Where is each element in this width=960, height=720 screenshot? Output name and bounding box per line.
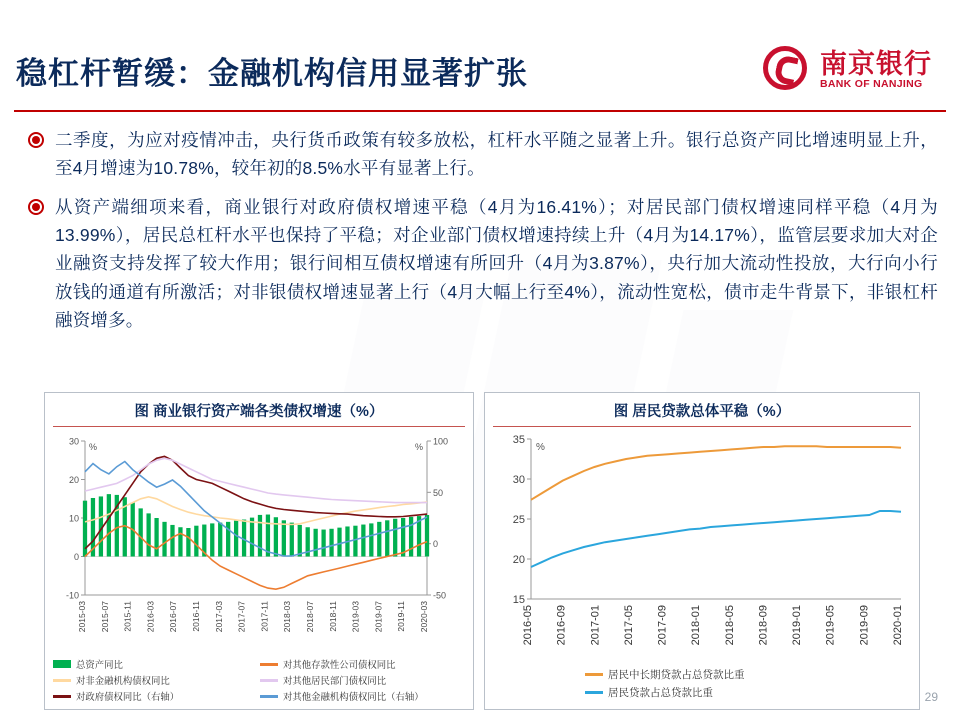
chart-panels (44, 392, 920, 710)
svg-text:2016-11: 2016-11 (191, 601, 201, 632)
bullet-text: 从资产端细项来看，商业银行对政府债权增速平稳（4月为16.41%）；对居民部门债权增速同样平稳（4月为13.99%），居民总杠杆水平也保持了平稳；对企业部门债权增速持续上升（4月为14.17%），监管层要求加大对企业融资支持发挥了较大作用；银行间相互债权增速有所回升（4月为3.87%），央行加大流动性投放，大行向小行放钱的通道有所激活；对非银债权增速显著上行（4月大幅上行至4%），流动性宽松，债市走牛背景下，非银杠杆融资增多。 (55, 196, 938, 331)
bullet-marker-icon (28, 199, 45, 216)
svg-text:2018-11: 2018-11 (327, 601, 338, 632)
svg-text:2017-05: 2017-05 (622, 605, 635, 646)
svg-text:2018-07: 2018-07 (305, 601, 315, 633)
legend-swatch-bar (53, 660, 71, 668)
bank-logo-name-en: BANK OF NANJING (820, 78, 923, 91)
legend-item (53, 657, 260, 671)
chart-legend-right (585, 667, 745, 703)
svg-text:50: 50 (433, 487, 444, 498)
svg-text:2019-03: 2019-03 (350, 601, 361, 633)
legend-swatch-line (53, 695, 71, 698)
svg-text:2016-03: 2016-03 (145, 601, 156, 633)
legend-item (260, 673, 467, 687)
svg-text:2017-07: 2017-07 (236, 601, 247, 633)
legend-label: 对其他金融机构债权同比（右轴） (283, 691, 424, 702)
chart-panel-right (484, 392, 920, 710)
svg-text:2015-07: 2015-07 (99, 601, 110, 633)
svg-text:2017-03: 2017-03 (213, 601, 224, 633)
svg-text:100: 100 (433, 436, 449, 447)
bank-asset-claims-chart (45, 427, 475, 667)
svg-text:2015-11: 2015-11 (122, 601, 133, 632)
svg-text:2017-11: 2017-11 (259, 601, 270, 632)
legend-item (260, 689, 467, 703)
page-title: 稳杠杆暂缓：金融机构信用显著扩张 (16, 56, 528, 91)
svg-text:2018-01: 2018-01 (690, 605, 703, 646)
svg-text:-10: -10 (65, 590, 79, 601)
svg-text:%: % (536, 442, 545, 453)
svg-text:2019-07: 2019-07 (373, 601, 384, 633)
svg-text:20: 20 (68, 475, 79, 485)
svg-text:2016-07: 2016-07 (168, 601, 179, 633)
svg-text:2017-09: 2017-09 (656, 605, 669, 646)
svg-text:0: 0 (433, 539, 439, 550)
chart-title-right: 图 居民贷款总体平稳（%） (613, 404, 791, 420)
legend-item (585, 685, 745, 700)
legend-label: 居民贷款占总贷款比重 (608, 687, 713, 699)
legend-item (53, 673, 260, 687)
page-number: 29 (924, 690, 938, 704)
list-item (28, 126, 938, 183)
svg-text:2017-01: 2017-01 (589, 605, 602, 646)
svg-text:%: % (414, 442, 423, 452)
svg-text:2020-03: 2020-03 (419, 601, 429, 633)
legend-item (260, 657, 467, 671)
svg-text:0: 0 (73, 552, 79, 562)
legend-label: 对非金融机构债权同比 (76, 675, 170, 686)
bank-logo-name-cn: 南京银行 (820, 48, 932, 79)
svg-text:%: % (89, 442, 98, 452)
slide-header (0, 0, 960, 110)
svg-text:2018-09: 2018-09 (757, 605, 770, 646)
legend-label: 对其他存款性公司债权同比 (283, 659, 396, 670)
chart-title-left: 图 商业银行资产端各类债权增速（%） (134, 404, 384, 420)
svg-text:-50: -50 (433, 590, 447, 601)
legend-label: 居民中长期贷款占总贷款比重 (608, 669, 745, 681)
legend-label: 对其他居民部门债权同比 (283, 675, 387, 686)
svg-text:2019-11: 2019-11 (396, 601, 407, 632)
bullet-text: 二季度，为应对疫情冲击，央行货币政策有较多放松，杠杆水平随之显著上升。银行总资产同比增速明显上升，至4月增速为10.78%，较年初的8.5%水平有显著上行。 (55, 130, 938, 179)
chart-legend-left (53, 657, 467, 705)
list-item (28, 193, 938, 335)
svg-text:2019-09: 2019-09 (858, 605, 871, 646)
chart-area-left (45, 427, 473, 667)
svg-text:10: 10 (68, 513, 79, 524)
bank-logo (760, 40, 950, 100)
svg-text:2016-09: 2016-09 (555, 605, 568, 646)
legend-swatch-line (53, 679, 71, 682)
chart-area-right (485, 427, 919, 667)
legend-label: 对政府债权同比（右轴） (76, 691, 180, 702)
svg-text:2020-01: 2020-01 (892, 605, 904, 646)
legend-swatch-line (260, 663, 278, 666)
bullet-list (28, 126, 938, 344)
svg-text:2019-01: 2019-01 (791, 605, 804, 646)
title-divider (14, 110, 946, 112)
svg-text:30: 30 (68, 436, 79, 447)
chart-panel-left (44, 392, 474, 710)
legend-label: 总资产同比 (76, 659, 123, 670)
svg-text:2015-03: 2015-03 (77, 601, 87, 633)
bank-logo-icon (760, 43, 814, 97)
legend-swatch-line (260, 679, 278, 682)
legend-swatch-line (585, 673, 603, 676)
svg-text:20: 20 (512, 554, 525, 566)
svg-text:2018-03: 2018-03 (282, 601, 293, 633)
legend-item (53, 689, 260, 703)
svg-text:30: 30 (512, 474, 525, 486)
household-loan-share-chart (485, 427, 921, 677)
svg-text:15: 15 (512, 594, 525, 606)
svg-text:2019-05: 2019-05 (824, 605, 837, 646)
legend-swatch-line (585, 691, 603, 694)
svg-text:25: 25 (512, 514, 525, 526)
legend-item (585, 667, 745, 682)
bullet-marker-icon (28, 132, 45, 149)
legend-swatch-line (260, 695, 278, 698)
svg-text:35: 35 (512, 434, 525, 446)
svg-text:2016-05: 2016-05 (522, 605, 534, 646)
svg-text:2018-05: 2018-05 (723, 605, 736, 646)
